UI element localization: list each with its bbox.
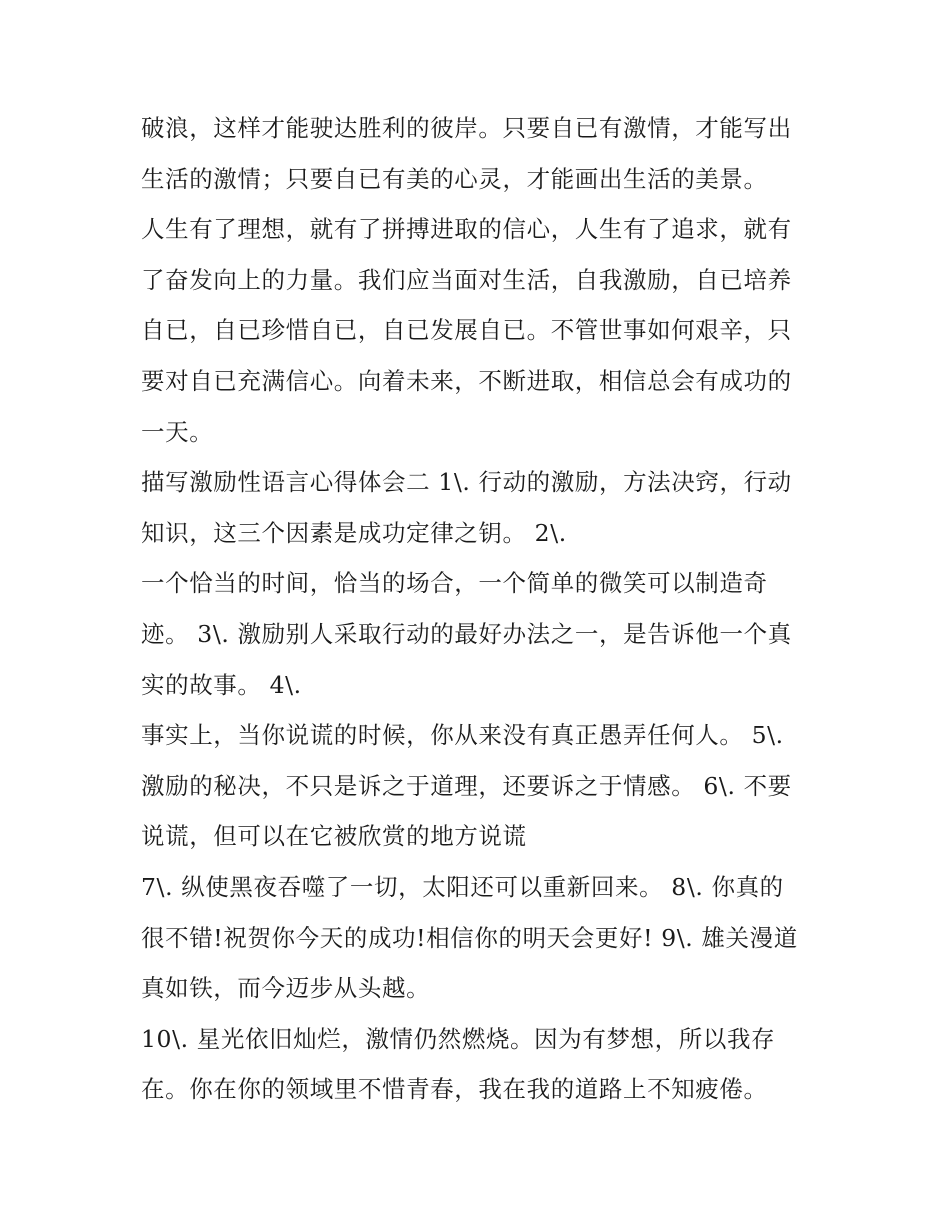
text-line: 真如铁，而今迈步从头越。 (141, 974, 431, 1003)
text-line: 事实上，当你说谎的时候，你从来没有真正愚弄任何人。 5\. (141, 721, 784, 750)
text-line: 描写激励性语言心得体会二 1\. 行动的激励，方法决窍，行动 (141, 468, 792, 497)
text-line: 人生有了理想，就有了拼搏进取的信心，人生有了追求，就有 (141, 215, 792, 244)
text-line: 一个恰当的时间，恰当的场合，一个简单的微笑可以制造奇 (141, 569, 768, 598)
text-line: 破浪，这样才能驶达胜利的彼岸。只要自已有激情，才能写出 (141, 114, 792, 142)
text-line: 生活的激情；只要自已有美的心灵，才能画出生活的美景。 (141, 164, 768, 193)
text-line: 在。你在你的领域里不惜青春，我在我的道路上不知疲倦。 (141, 1075, 768, 1104)
text-line: 7\. 纵使黑夜吞噬了一切，太阳还可以重新回来。 8\. 你真的 (141, 872, 784, 901)
text-line: 自已，自已珍惜自已，自已发展自已。不管世事如何艰辛，只 (141, 316, 792, 345)
text-line: 实的故事。 4\. (141, 670, 302, 699)
text-line: 很不错!祝贺你今天的成功!相信你的明天会更好! 9\. 雄关漫道 (141, 923, 798, 952)
text-line: 10\. 星光依旧灿烂，激情仍然燃烧。因为有梦想，所以我存 (141, 1024, 776, 1053)
document-body (141, 103, 821, 1115)
text-line: 说谎，但可以在它被欣赏的地方说谎 (141, 822, 527, 851)
text-line: 一天。 (141, 417, 214, 446)
text-line: 了奋发向上的力量。我们应当面对生活，自我激励，自已培养 (141, 265, 792, 294)
text-line: 要对自已充满信心。向着未来，不断进取，相信总会有成功的 (141, 366, 792, 395)
text-line: 激励的秘决，不只是诉之于道理，还要诉之于情感。 6\. 不要 (141, 771, 792, 800)
text-line: 迹。 3\. 激励别人采取行动的最好办法之一，是告诉他一个真 (141, 619, 792, 648)
text-line: 知识，这三个因素是成功定律之钥。 2\. (141, 518, 567, 547)
